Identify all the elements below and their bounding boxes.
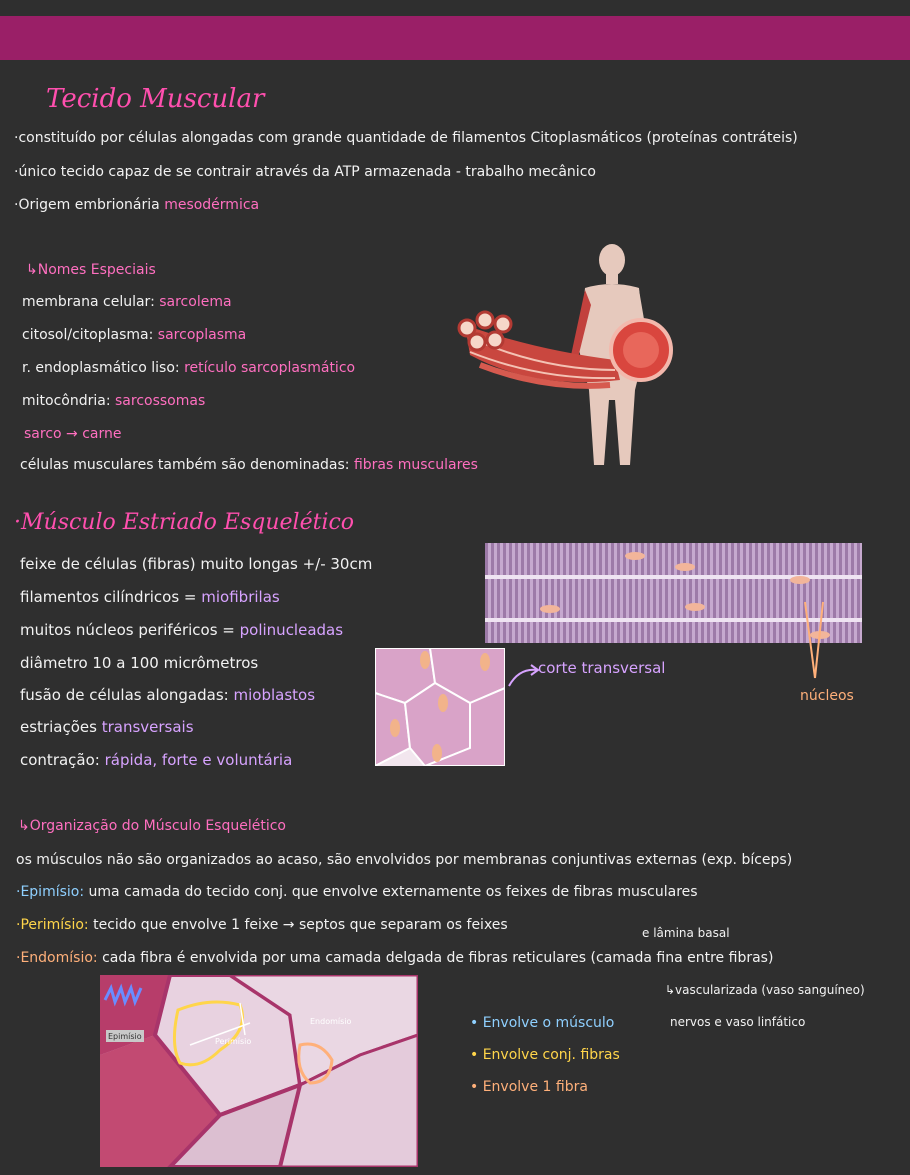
special-item-label: membrana celular: xyxy=(22,294,155,310)
special-item-value: sarcolema xyxy=(159,294,232,310)
special-item-label: mitocôndria: xyxy=(22,393,111,409)
endomisio-label: Endomísio xyxy=(310,1017,352,1026)
nervos-note: nervos e vaso linfático xyxy=(670,1015,806,1029)
special-names-header: ↳Nomes Especiais xyxy=(26,262,156,278)
epimisio-term: ·Epimísio: xyxy=(16,884,85,900)
bullet-envolve-musculo: • Envolve o músculo xyxy=(470,1015,615,1031)
fibras-line xyxy=(20,457,478,473)
epimisio-text: uma camada do tecido conj. que envolve externamente os feixes de fibras musculares xyxy=(88,884,698,900)
special-item-sarcoplasma xyxy=(22,327,246,343)
special-item-sarcolema xyxy=(22,294,232,310)
striated-label: filamentos cilíndricos = xyxy=(20,588,197,606)
striated-value: transversais xyxy=(101,718,194,736)
striated-value: mioblastos xyxy=(233,686,316,704)
striated-line-diameter: diâmetro 10 a 100 micrômetros xyxy=(20,654,259,672)
organization-line: os músculos não são organizados ao acaso, são envolvidos por membranas conjuntivas externas (exp. bíceps) xyxy=(16,852,793,868)
intro-line-1: ·constituído por células alongadas com grande quantidade de filamentos Citoplasmáticos (proteínas contráteis) xyxy=(14,130,798,146)
muscle-anatomy-illustration xyxy=(445,240,705,470)
special-item-value: retículo sarcoplasmático xyxy=(184,360,356,376)
special-item-label: citosol/citoplasma: xyxy=(22,327,154,343)
epimisio-label: Epimísio xyxy=(108,1032,142,1041)
corte-transversal-label: corte transversal xyxy=(538,659,666,677)
origin-label: ·Origem embrionária xyxy=(14,197,160,213)
intro-line-2: ·único tecido capaz de se contrair através da ATP armazenada - trabalho mecânico xyxy=(14,164,596,180)
endomisio-line xyxy=(16,950,773,966)
special-item-label: r. endoplasmático liso: xyxy=(22,360,180,376)
striated-value: miofibrilas xyxy=(201,588,280,606)
vascularizada-note: ↳vascularizada (vaso sanguíneo) xyxy=(665,983,865,997)
histology-micrograph xyxy=(100,975,418,1167)
striated-label: contração: xyxy=(20,751,100,769)
endomisio-text: cada fibra é envolvida por uma camada delgada de fibras reticulares (camada fina entre fibras) xyxy=(102,950,774,966)
origin-value: mesodérmica xyxy=(164,197,260,213)
perimisio-label: Perimísio xyxy=(215,1037,252,1046)
striated-label: fusão de células alongadas: xyxy=(20,686,229,704)
lamina-basal-note: e lâmina basal xyxy=(642,926,730,940)
special-item-value: sarcossomas xyxy=(115,393,206,409)
perimisio-text: tecido que envolve 1 feixe → septos que separam os feixes xyxy=(93,917,508,933)
bullet-envolve-conj-fibras: • Envolve conj. fibras xyxy=(470,1047,620,1063)
fibras-value: fibras musculares xyxy=(353,457,478,473)
special-item-value: sarcoplasma xyxy=(157,327,247,343)
page-title: Tecido Muscular xyxy=(46,84,265,114)
striated-line-estriacoes xyxy=(20,718,194,736)
nucleos-label: núcleos xyxy=(800,688,854,704)
organization-header: ↳Organização do Músculo Esquelético xyxy=(18,818,286,834)
striated-value: polinucleadas xyxy=(239,621,344,639)
perimisio-line xyxy=(16,917,508,933)
striated-label: muitos núcleos periféricos = xyxy=(20,621,235,639)
nuclei-arrow-icon xyxy=(795,600,835,685)
striated-line-polinucleadas xyxy=(20,621,343,639)
striated-line-contracao xyxy=(20,751,292,769)
special-item-reticulo xyxy=(22,360,355,376)
epimisio-line xyxy=(16,884,698,900)
origin-line xyxy=(14,197,259,213)
striated-line-miofibrilas xyxy=(20,588,280,606)
striated-value: rápida, forte e voluntária xyxy=(104,751,293,769)
striated-section-title: ·Músculo Estriado Esquelético xyxy=(14,510,355,535)
cross-section-micrograph xyxy=(375,648,505,766)
bullet-envolve-1-fibra: • Envolve 1 fibra xyxy=(470,1079,588,1095)
sarco-line: sarco → carne xyxy=(24,426,122,442)
striated-line-mioblastos xyxy=(20,686,315,704)
special-item-sarcossomas xyxy=(22,393,205,409)
endomisio-term: ·Endomísio: xyxy=(16,950,98,966)
perimisio-term: ·Perimísio: xyxy=(16,917,89,933)
fibras-label: células musculares também são denominadas: xyxy=(20,457,350,473)
striated-line-fibers: feixe de células (fibras) muito longas +/- 30cm xyxy=(20,555,373,573)
header-banner xyxy=(0,16,910,60)
striated-label: estriações xyxy=(20,718,97,736)
